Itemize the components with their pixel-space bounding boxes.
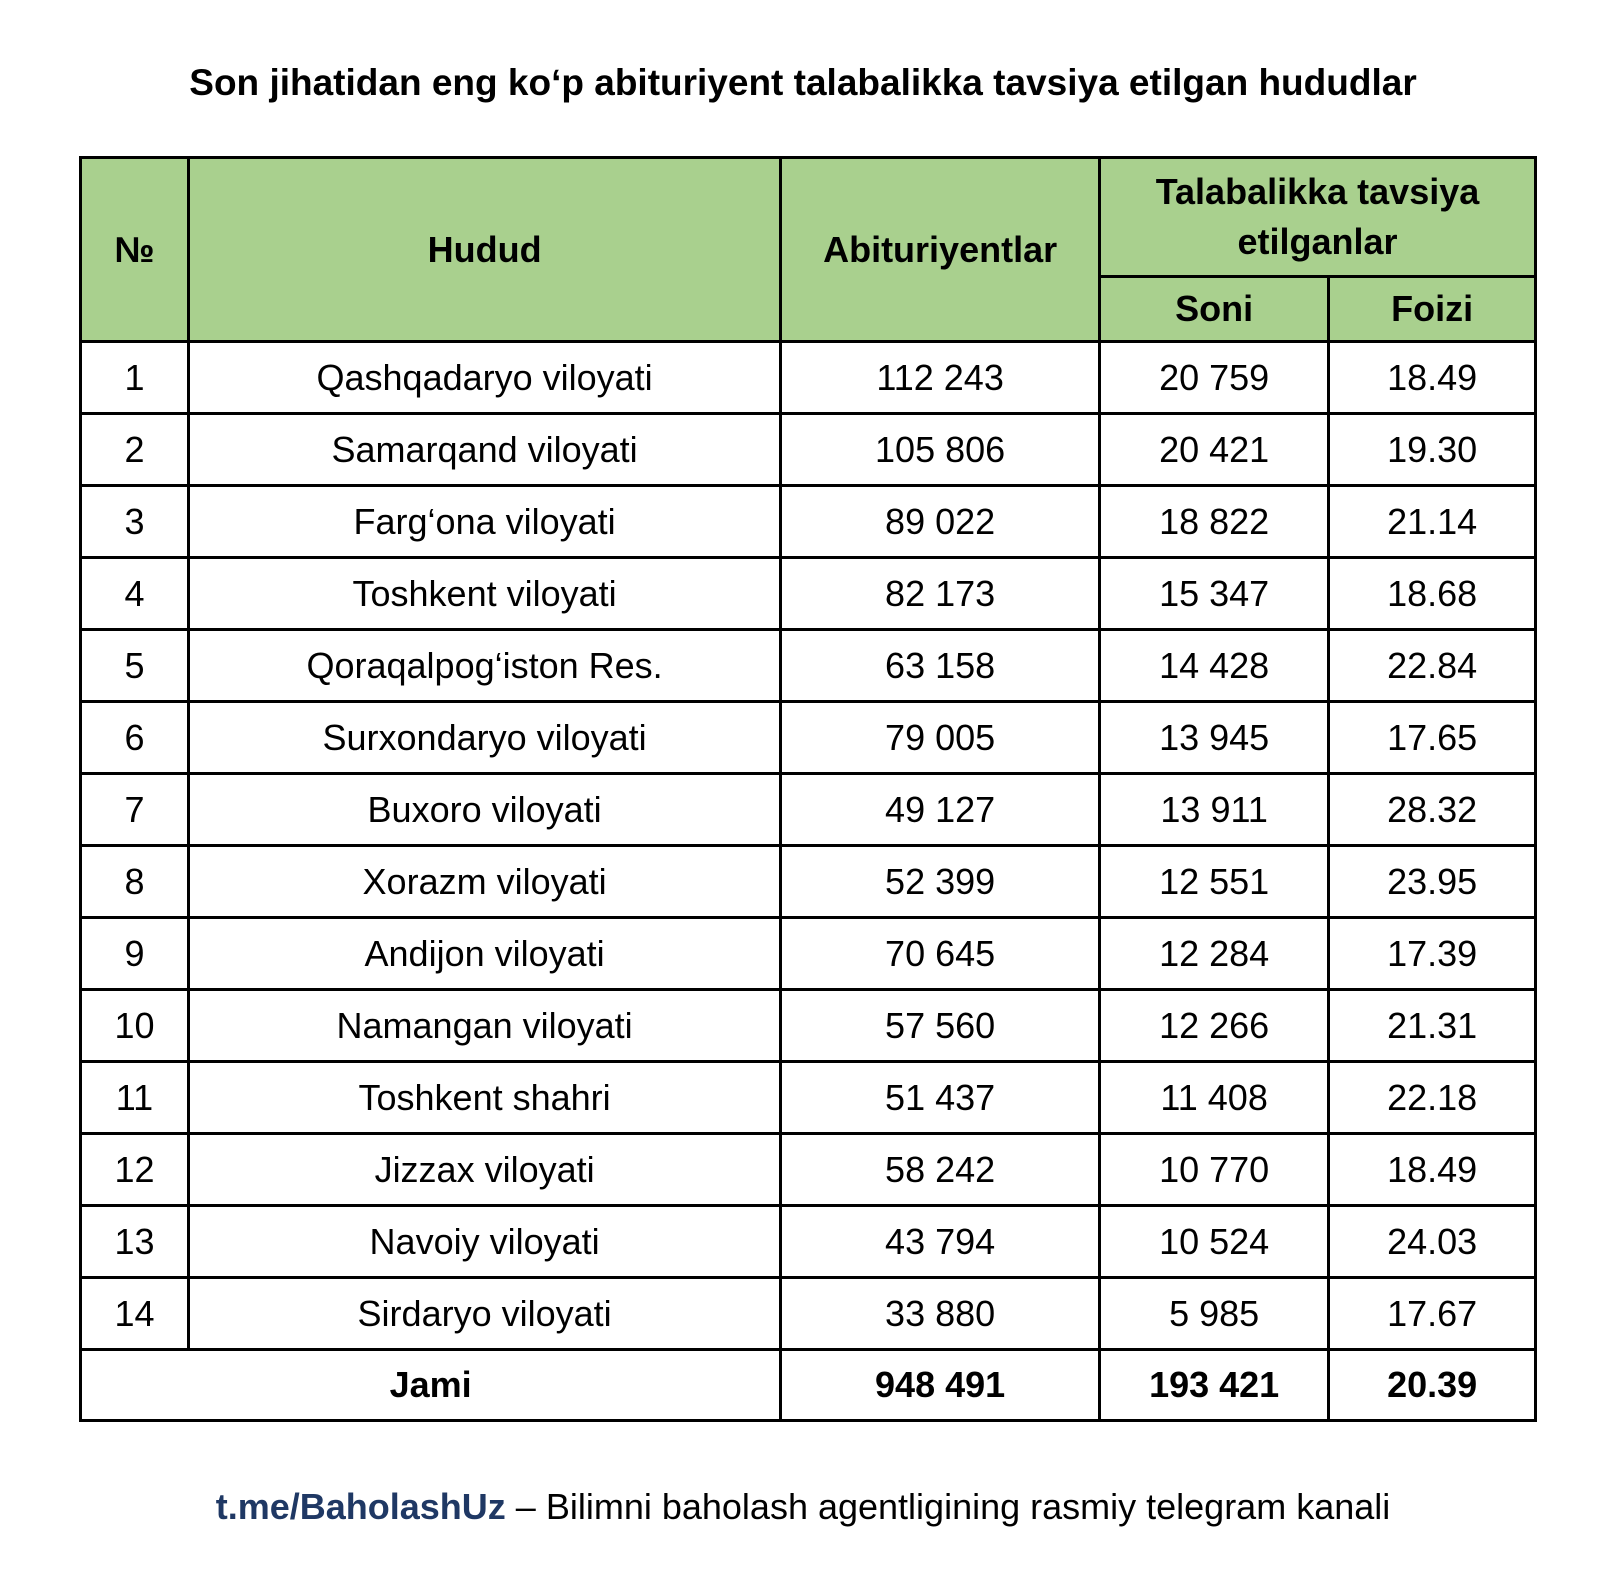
row-num: 12 — [81, 1134, 189, 1206]
row-percent: 18.49 — [1329, 1134, 1536, 1206]
row-percent: 24.03 — [1329, 1206, 1536, 1278]
header-percent: Foizi — [1329, 277, 1536, 342]
telegram-link[interactable]: t.me/BaholashUz — [215, 1486, 506, 1527]
row-region: Farg‘ona viloyati — [188, 486, 780, 558]
row-applicants: 52 399 — [781, 846, 1100, 918]
row-applicants: 33 880 — [781, 1278, 1100, 1350]
row-count: 20 759 — [1099, 342, 1328, 414]
row-count: 20 421 — [1099, 414, 1328, 486]
row-num: 5 — [81, 630, 189, 702]
row-count: 13 945 — [1099, 702, 1328, 774]
row-num: 7 — [81, 774, 189, 846]
row-count: 10 524 — [1099, 1206, 1328, 1278]
table-row — [81, 702, 1536, 774]
row-region: Toshkent shahri — [188, 1062, 780, 1134]
total-applicants: 948 491 — [781, 1350, 1100, 1421]
row-applicants: 105 806 — [781, 414, 1100, 486]
table-row — [81, 1206, 1536, 1278]
row-num: 14 — [81, 1278, 189, 1350]
row-percent: 19.30 — [1329, 414, 1536, 486]
row-count: 11 408 — [1099, 1062, 1328, 1134]
table-row — [81, 342, 1536, 414]
row-num: 4 — [81, 558, 189, 630]
footer-text: – Bilimni baholash agentligining rasmiy telegram kanali — [505, 1486, 1391, 1527]
row-applicants: 82 173 — [781, 558, 1100, 630]
header-num: № — [81, 158, 189, 342]
row-percent: 22.18 — [1329, 1062, 1536, 1134]
row-applicants: 43 794 — [781, 1206, 1100, 1278]
row-percent: 17.65 — [1329, 702, 1536, 774]
row-region: Qashqadaryo viloyati — [188, 342, 780, 414]
header-recommended-group: Talabalikka tavsiya etilganlar — [1099, 158, 1535, 277]
row-num: 13 — [81, 1206, 189, 1278]
row-percent: 22.84 — [1329, 630, 1536, 702]
row-applicants: 58 242 — [781, 1134, 1100, 1206]
row-region: Surxondaryo viloyati — [188, 702, 780, 774]
row-region: Buxoro viloyati — [188, 774, 780, 846]
row-count: 12 551 — [1099, 846, 1328, 918]
header-row — [81, 158, 1536, 277]
row-num: 9 — [81, 918, 189, 990]
row-num: 10 — [81, 990, 189, 1062]
table-row — [81, 1278, 1536, 1350]
row-percent: 17.39 — [1329, 918, 1536, 990]
row-applicants: 57 560 — [781, 990, 1100, 1062]
table-row — [81, 414, 1536, 486]
total-percent: 20.39 — [1329, 1350, 1536, 1421]
row-num: 3 — [81, 486, 189, 558]
row-applicants: 89 022 — [781, 486, 1100, 558]
row-applicants: 79 005 — [781, 702, 1100, 774]
row-percent: 18.49 — [1329, 342, 1536, 414]
row-count: 12 284 — [1099, 918, 1328, 990]
table-row — [81, 1134, 1536, 1206]
row-region: Jizzax viloyati — [188, 1134, 780, 1206]
table-row — [81, 1062, 1536, 1134]
row-count: 18 822 — [1099, 486, 1328, 558]
table-row — [81, 918, 1536, 990]
row-num: 6 — [81, 702, 189, 774]
row-percent: 18.68 — [1329, 558, 1536, 630]
page-title: Son jihatidan eng ko‘p abituriyent talabalikka tavsiya etilgan hududlar — [189, 62, 1417, 103]
row-applicants: 112 243 — [781, 342, 1100, 414]
row-count: 10 770 — [1099, 1134, 1328, 1206]
row-count: 5 985 — [1099, 1278, 1328, 1350]
table-row — [81, 846, 1536, 918]
row-region: Sirdaryo viloyati — [188, 1278, 780, 1350]
row-applicants: 70 645 — [781, 918, 1100, 990]
total-count: 193 421 — [1099, 1350, 1328, 1421]
table-body — [81, 342, 1536, 1350]
row-num: 8 — [81, 846, 189, 918]
regions-table — [79, 156, 1537, 1422]
row-applicants: 51 437 — [781, 1062, 1100, 1134]
header-applicants: Abituriyentlar — [781, 158, 1100, 342]
row-region: Toshkent viloyati — [188, 558, 780, 630]
header-count: Soni — [1099, 277, 1328, 342]
row-region: Namangan viloyati — [188, 990, 780, 1062]
row-percent: 28.32 — [1329, 774, 1536, 846]
row-count: 12 266 — [1099, 990, 1328, 1062]
row-percent: 21.31 — [1329, 990, 1536, 1062]
row-region: Navoiy viloyati — [188, 1206, 780, 1278]
row-percent: 17.67 — [1329, 1278, 1536, 1350]
row-applicants: 49 127 — [781, 774, 1100, 846]
row-num: 11 — [81, 1062, 189, 1134]
row-num: 2 — [81, 414, 189, 486]
table-row — [81, 558, 1536, 630]
row-applicants: 63 158 — [781, 630, 1100, 702]
row-percent: 23.95 — [1329, 846, 1536, 918]
row-region: Xorazm viloyati — [188, 846, 780, 918]
table-row — [81, 990, 1536, 1062]
row-region: Samarqand viloyati — [188, 414, 780, 486]
row-count: 15 347 — [1099, 558, 1328, 630]
total-label: Jami — [81, 1350, 781, 1421]
total-row — [81, 1350, 1536, 1421]
row-count: 13 911 — [1099, 774, 1328, 846]
table-row — [81, 486, 1536, 558]
header-region: Hudud — [188, 158, 780, 342]
table-row — [81, 630, 1536, 702]
table-row — [81, 774, 1536, 846]
row-count: 14 428 — [1099, 630, 1328, 702]
row-percent: 21.14 — [1329, 486, 1536, 558]
row-region: Qoraqalpog‘iston Res. — [188, 630, 780, 702]
footer — [0, 1486, 1606, 1528]
row-num: 1 — [81, 342, 189, 414]
row-region: Andijon viloyati — [188, 918, 780, 990]
